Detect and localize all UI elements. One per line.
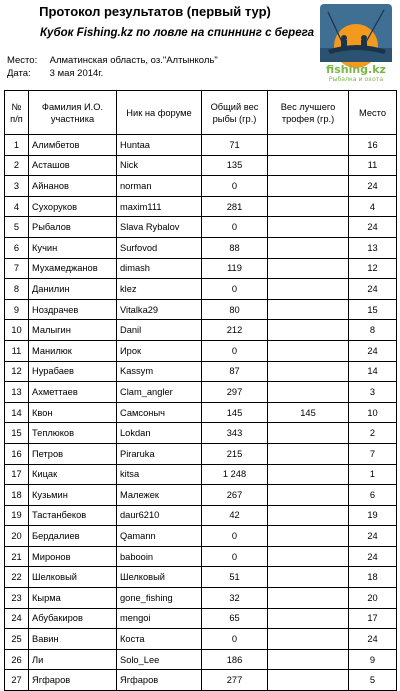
place: 1 (349, 464, 397, 485)
participant-name: Ноздрачев (29, 299, 117, 320)
total-weight: 0 (202, 526, 268, 547)
row-number: 23 (5, 588, 29, 609)
total-weight: 297 (202, 382, 268, 403)
row-number: 9 (5, 299, 29, 320)
total-weight: 0 (202, 546, 268, 567)
table-row (5, 299, 397, 320)
participant-name: Мухамеджанов (29, 258, 117, 279)
col-header-trophy-weight: Вес лучшего трофея (гр.) (268, 91, 349, 135)
forum-nick: norman (117, 176, 202, 197)
participant-name: Тастанбеков (29, 505, 117, 526)
row-number: 12 (5, 361, 29, 382)
row-number: 18 (5, 485, 29, 506)
table-row (5, 485, 397, 506)
place: 24 (349, 340, 397, 361)
row-number: 7 (5, 258, 29, 279)
trophy-weight (268, 340, 349, 361)
table-row (5, 155, 397, 176)
place: 24 (349, 546, 397, 567)
trophy-weight (268, 135, 349, 156)
table-row (5, 176, 397, 197)
forum-nick: Solo_Lee (117, 649, 202, 670)
page-title: Протокол результатов (первый тур) (39, 4, 271, 19)
row-number: 6 (5, 237, 29, 258)
total-weight: 0 (202, 176, 268, 197)
row-number: 26 (5, 649, 29, 670)
forum-nick: Nick (117, 155, 202, 176)
forum-nick: Самсоныч (117, 402, 202, 423)
table-row (5, 382, 397, 403)
trophy-weight (268, 237, 349, 258)
trophy-weight (268, 464, 349, 485)
forum-nick: Ирок (117, 340, 202, 361)
row-number: 14 (5, 402, 29, 423)
trophy-weight (268, 546, 349, 567)
row-number: 1 (5, 135, 29, 156)
table-row (5, 443, 397, 464)
total-weight: 80 (202, 299, 268, 320)
forum-nick: maxim111 (117, 196, 202, 217)
trophy-weight (268, 279, 349, 300)
forum-nick: Clam_angler (117, 382, 202, 403)
trophy-weight (268, 588, 349, 609)
logo-sub-text: Рыбалка и охота (328, 76, 384, 83)
participant-name: Малыгин (29, 320, 117, 341)
table-row (5, 608, 397, 629)
forum-nick: Коста (117, 629, 202, 650)
forum-nick: Ягфаров (117, 670, 202, 691)
place: 19 (349, 505, 397, 526)
place: 24 (349, 629, 397, 650)
table-row (5, 649, 397, 670)
row-number: 25 (5, 629, 29, 650)
trophy-weight: 145 (268, 402, 349, 423)
participant-name: Петров (29, 443, 117, 464)
forum-nick: Kassym (117, 361, 202, 382)
table-row (5, 423, 397, 444)
row-number: 17 (5, 464, 29, 485)
total-weight: 0 (202, 217, 268, 238)
col-header-number: № п/п (5, 91, 29, 135)
table-row (5, 361, 397, 382)
results-table (4, 90, 397, 691)
forum-nick: daur6210 (117, 505, 202, 526)
row-number: 22 (5, 567, 29, 588)
row-number: 5 (5, 217, 29, 238)
total-weight: 267 (202, 485, 268, 506)
row-number: 13 (5, 382, 29, 403)
trophy-weight (268, 320, 349, 341)
place: 4 (349, 196, 397, 217)
total-weight: 65 (202, 608, 268, 629)
place: 24 (349, 217, 397, 238)
col-header-nick: Ник на форуме (117, 91, 202, 135)
trophy-weight (268, 526, 349, 547)
trophy-weight (268, 155, 349, 176)
row-number: 8 (5, 279, 29, 300)
logo-brand-text: fishing.kz (326, 63, 386, 76)
table-row (5, 237, 397, 258)
forum-nick: Lokdan (117, 423, 202, 444)
participant-name: Асташов (29, 155, 117, 176)
date-line (7, 68, 103, 79)
total-weight: 51 (202, 567, 268, 588)
forum-nick: kitsa (117, 464, 202, 485)
participant-name: Вавин (29, 629, 117, 650)
place: 18 (349, 567, 397, 588)
place: 13 (349, 237, 397, 258)
forum-nick: Qamann (117, 526, 202, 547)
col-header-place: Место (349, 91, 397, 135)
page-subtitle: Кубок Fishing.kz по ловле на спиннинг с берега (40, 27, 314, 39)
trophy-weight (268, 299, 349, 320)
table-row (5, 567, 397, 588)
participant-name: Ли (29, 649, 117, 670)
place: 14 (349, 361, 397, 382)
row-number: 11 (5, 340, 29, 361)
trophy-weight (268, 505, 349, 526)
place: 12 (349, 258, 397, 279)
total-weight: 277 (202, 670, 268, 691)
total-weight: 119 (202, 258, 268, 279)
trophy-weight (268, 423, 349, 444)
trophy-weight (268, 382, 349, 403)
participant-name: Бердалиев (29, 526, 117, 547)
row-number: 20 (5, 526, 29, 547)
date-value: 3 мая 2014г. (49, 68, 104, 79)
table-row (5, 670, 397, 691)
place: 9 (349, 649, 397, 670)
col-header-total-weight: Общий вес рыбы (гр.) (202, 91, 268, 135)
place-line (7, 55, 218, 66)
table-row (5, 526, 397, 547)
row-number: 15 (5, 423, 29, 444)
place: 24 (349, 176, 397, 197)
place: 24 (349, 526, 397, 547)
total-weight: 71 (202, 135, 268, 156)
table-row (5, 464, 397, 485)
forum-nick: gone_fishing (117, 588, 202, 609)
total-weight: 186 (202, 649, 268, 670)
participant-name: Данилин (29, 279, 117, 300)
fishing-kz-logo (314, 2, 398, 82)
row-number: 16 (5, 443, 29, 464)
row-number: 19 (5, 505, 29, 526)
place: 5 (349, 670, 397, 691)
trophy-weight (268, 443, 349, 464)
place: 3 (349, 382, 397, 403)
trophy-weight (268, 629, 349, 650)
trophy-weight (268, 361, 349, 382)
table-row (5, 279, 397, 300)
forum-nick: Surfovod (117, 237, 202, 258)
table-row (5, 217, 397, 238)
place: 17 (349, 608, 397, 629)
place: 20 (349, 588, 397, 609)
fishing-kz-logo-image (314, 2, 398, 82)
forum-nick: mengoi (117, 608, 202, 629)
total-weight: 212 (202, 320, 268, 341)
col-header-name: Фамилия И.О. участника (29, 91, 117, 135)
trophy-weight (268, 608, 349, 629)
table-header-row (5, 91, 397, 135)
row-number: 27 (5, 670, 29, 691)
trophy-weight (268, 196, 349, 217)
forum-nick: Danil (117, 320, 202, 341)
trophy-weight (268, 485, 349, 506)
participant-name: Айнанов (29, 176, 117, 197)
row-number: 4 (5, 196, 29, 217)
participant-name: Алимбетов (29, 135, 117, 156)
total-weight: 1 248 (202, 464, 268, 485)
results-table-body (5, 135, 397, 691)
total-weight: 281 (202, 196, 268, 217)
row-number: 21 (5, 546, 29, 567)
table-row (5, 196, 397, 217)
forum-nick: baboоin (117, 546, 202, 567)
total-weight: 87 (202, 361, 268, 382)
forum-nick: Vitalka29 (117, 299, 202, 320)
participant-name: Ягфаров (29, 670, 117, 691)
forum-nick: klez (117, 279, 202, 300)
participant-name: Миронов (29, 546, 117, 567)
place: 10 (349, 402, 397, 423)
participant-name: Кырма (29, 588, 117, 609)
total-weight: 32 (202, 588, 268, 609)
place: 7 (349, 443, 397, 464)
participant-name: Шелковый (29, 567, 117, 588)
forum-nick: Малежек (117, 485, 202, 506)
trophy-weight (268, 670, 349, 691)
table-row (5, 320, 397, 341)
table-row (5, 546, 397, 567)
place: 24 (349, 279, 397, 300)
row-number: 10 (5, 320, 29, 341)
table-row (5, 258, 397, 279)
participant-name: Сухоруков (29, 196, 117, 217)
total-weight: 215 (202, 443, 268, 464)
total-weight: 0 (202, 340, 268, 361)
total-weight: 0 (202, 629, 268, 650)
participant-name: Манилюк (29, 340, 117, 361)
row-number: 3 (5, 176, 29, 197)
table-row (5, 135, 397, 156)
place: 11 (349, 155, 397, 176)
participant-name: Кузьмин (29, 485, 117, 506)
trophy-weight (268, 258, 349, 279)
trophy-weight (268, 217, 349, 238)
place: 6 (349, 485, 397, 506)
place: 16 (349, 135, 397, 156)
total-weight: 42 (202, 505, 268, 526)
place-label: Место: (7, 55, 38, 66)
forum-nick: dimash (117, 258, 202, 279)
row-number: 2 (5, 155, 29, 176)
participant-name: Кучин (29, 237, 117, 258)
place: 2 (349, 423, 397, 444)
trophy-weight (268, 649, 349, 670)
total-weight: 0 (202, 279, 268, 300)
total-weight: 88 (202, 237, 268, 258)
participant-name: Нурабаев (29, 361, 117, 382)
place: 8 (349, 320, 397, 341)
participant-name: Абубакиров (29, 608, 117, 629)
row-number: 24 (5, 608, 29, 629)
place-value: Алматинская область, оз."Алтынколь" (49, 55, 218, 66)
participant-name: Ахметтаев (29, 382, 117, 403)
total-weight: 135 (202, 155, 268, 176)
table-row (5, 340, 397, 361)
table-row (5, 505, 397, 526)
participant-name: Квон (29, 402, 117, 423)
forum-nick: Piraruka (117, 443, 202, 464)
table-row (5, 629, 397, 650)
trophy-weight (268, 176, 349, 197)
date-label: Дата: (7, 68, 31, 79)
participant-name: Кицак (29, 464, 117, 485)
place: 15 (349, 299, 397, 320)
participant-name: Теплюков (29, 423, 117, 444)
forum-nick: Huntaa (117, 135, 202, 156)
table-row (5, 402, 397, 423)
trophy-weight (268, 567, 349, 588)
forum-nick: Шелковый (117, 567, 202, 588)
table-row (5, 588, 397, 609)
total-weight: 343 (202, 423, 268, 444)
forum-nick: Slava Rybalov (117, 217, 202, 238)
participant-name: Рыбалов (29, 217, 117, 238)
total-weight: 145 (202, 402, 268, 423)
